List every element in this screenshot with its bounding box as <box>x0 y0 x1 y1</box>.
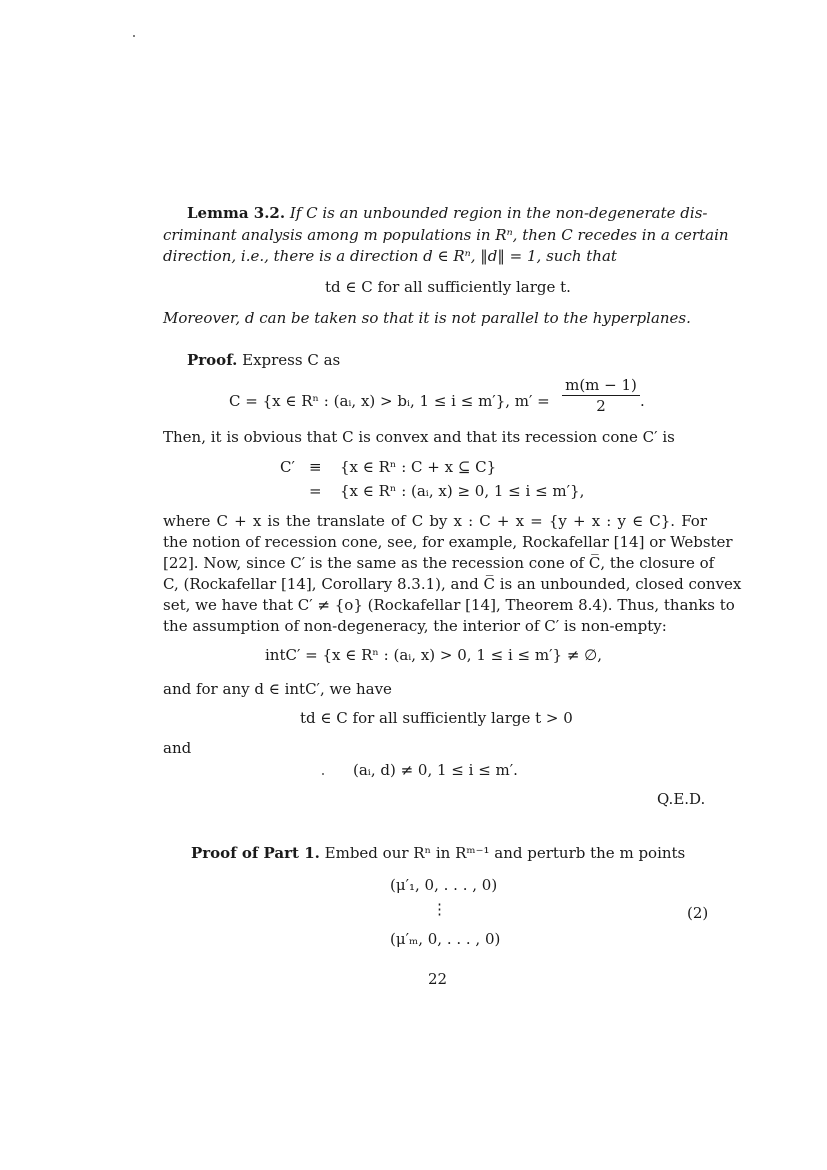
td-display: td ∈ C for all sufficiently large t > 0 <box>300 709 573 727</box>
proof-express: Express C as <box>242 351 341 369</box>
scan-speck <box>133 35 135 37</box>
lemma-line-1 <box>187 206 707 221</box>
interior-display: intC′ = {x ∈ Rⁿ : (aᵢ, x) > 0, 1 ≤ i ≤ m′} ≠ ∅, <box>265 646 602 664</box>
para-line: where C + x is the translate of C by x : C + x = {y + x : y ∈ C}. For <box>163 512 707 530</box>
lemma-line-2: criminant analysis among m populations in Rⁿ, then C recedes in a certain <box>163 226 729 244</box>
proof-line-1 <box>187 353 340 368</box>
part1-text: Embed our Rⁿ in Rᵐ⁻¹ and perturb the m points <box>324 844 686 862</box>
equation-number: (2) <box>687 904 709 922</box>
scan-speck <box>322 773 324 775</box>
points-vdots: ⋮ <box>432 900 447 918</box>
lemma-moreover: Moreover, d can be taken so that it is not parallel to the hyperplanes. <box>163 309 691 327</box>
para-line: the notion of recession cone, see, for example, Rockafellar [14] or Webster <box>163 533 733 551</box>
fraction-denominator: 2 <box>596 397 606 415</box>
part1-heading: Proof of Part 1. <box>191 844 320 862</box>
points-row-3: (μ′ₘ, 0, . . . , 0) <box>390 930 501 948</box>
cone-equiv-sign: ≡ <box>309 458 322 476</box>
fraction-period: . <box>640 392 645 410</box>
for-any-line: and for any d ∈ intC′, we have <box>163 680 392 698</box>
lemma-display-equation: td ∈ C for all sufficiently large t. <box>325 278 571 296</box>
then-line: Then, it is obvious that C is convex and that its recession cone C′ is <box>163 428 675 446</box>
para-line: [22]. Now, since C′ is the same as the recession cone of C̅, the closure of <box>163 554 715 572</box>
lemma-line-3: direction, i.e., there is a direction d ∈ Rⁿ, ‖d‖ = 1, such that <box>163 247 617 265</box>
ad-display: (aᵢ, d) ≠ 0, 1 ≤ i ≤ m′. <box>353 761 518 779</box>
proof-heading: Proof. <box>187 351 238 369</box>
fraction-numerator: m(m − 1) <box>562 378 640 396</box>
points-row-1: (μ′₁, 0, . . . , 0) <box>390 876 498 894</box>
cone-lhs: C′ <box>280 458 295 476</box>
m-prime-fraction <box>562 378 640 414</box>
set-definition: C = {x ∈ Rⁿ : (aᵢ, x) > bᵢ, 1 ≤ i ≤ m′}, m′ = <box>229 392 550 410</box>
cone-definition-1: {x ∈ Rⁿ : C + x ⊆ C} <box>340 458 497 476</box>
cone-definition-2: {x ∈ Rⁿ : (aᵢ, x) ≥ 0, 1 ≤ i ≤ m′}, <box>340 482 585 500</box>
and-word: and <box>163 739 192 757</box>
cone-eq-sign: = <box>309 482 322 500</box>
para-line: set, we have that C′ ≠ {o} (Rockafellar [14], Theorem 8.4). Thus, thanks to <box>163 596 735 614</box>
part1-line <box>191 846 685 861</box>
para-last-line: the assumption of non-degeneracy, the interior of C′ is non-empty: <box>163 617 667 635</box>
lemma-heading: Lemma 3.2. <box>187 204 286 222</box>
qed: Q.E.D. <box>657 790 706 808</box>
para-line: C, (Rockafellar [14], Corollary 8.3.1), and C̅ is an unbounded, closed convex <box>163 575 742 593</box>
page-number: 22 <box>428 970 448 988</box>
lemma-statement-start: If C is an unbounded region in the non-degenerate dis- <box>289 204 708 222</box>
